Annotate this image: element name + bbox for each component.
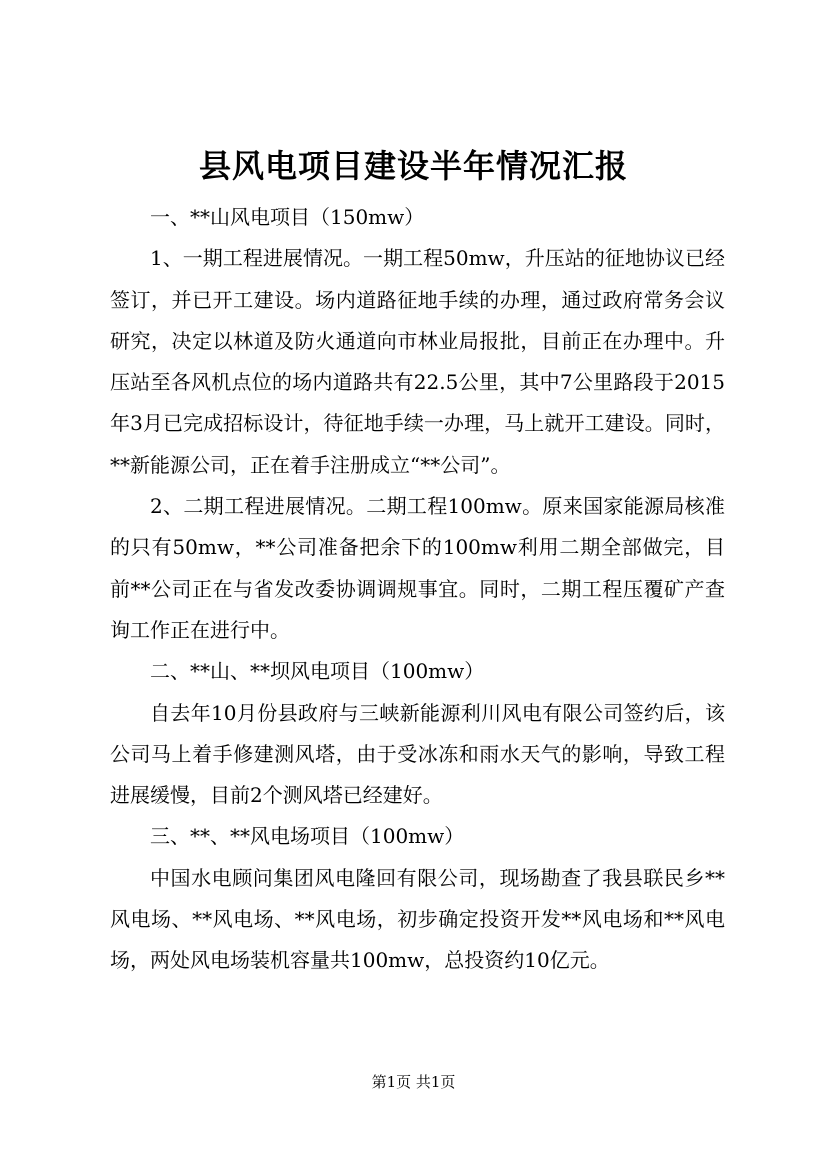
section-heading-1: 一、**山风电项目（150mw） <box>150 205 425 229</box>
section-heading-3: 三、**、**风电场项目（100mw） <box>150 824 465 849</box>
paragraph-project-two: 自去年10月份县政府与三峡新能源利川风电有限公司签约后，该公司马上着手修建测风塔，由于受冰冻和雨水天气的影响，导致工程进展缓慢，目前2个测风塔已经建好。 <box>110 700 725 808</box>
paragraph-phase-two: 2、二期工程进展情况。二期工程100mw。原来国家能源局核准的只有50mw，**公司准备把余下的100mw利用二期全部做完，目前**公司正在与省发改委协调调规事宜。同时，二期工程压覆矿产查询工作正在进行中。 <box>110 494 725 642</box>
document-title: 县风电项目建设半年情况汇报 <box>198 147 628 185</box>
paragraph-project-three: 中国水电顾问集团风电隆回有限公司，现场勘查了我县联民乡**风电场、**风电场、**风电场，初步确定投资开发**风电场和**风电场，两处风电场装机容量共100mw，总投资约10亿元。 <box>110 865 725 973</box>
paragraph-phase-one: 1、一期工程进展情况。一期工程50mw，升压站的征地协议已经签订，并已开工建设。场内道路征地手续的办理，通过政府常务会议研究，决定以林道及防火通道向市林业局报批，目前正在办理中。升压站至各风机点位的场内道路共有22.5公里，其中7公里路段于2015年3月已完成招标设计，待征地手续一办理，马上就开工建设。同时，**新能源公司，正在着手注册成立“**公司”。 <box>110 246 725 477</box>
section-heading-2: 二、**山、**坝风电项目（100mw） <box>150 659 485 684</box>
document-body <box>110 197 725 982</box>
page-number-footer: 第1页 共1页 <box>371 1073 456 1091</box>
